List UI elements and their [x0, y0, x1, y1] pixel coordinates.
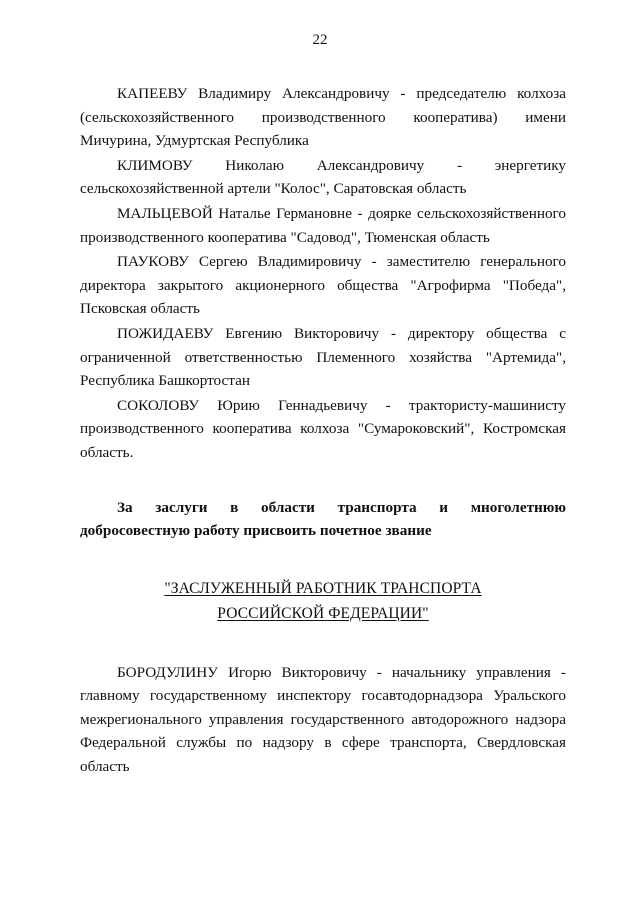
section-heading: За заслуги в области транспорта и многолетнюю добросовестную работу присвоить почетное звание: [80, 498, 566, 540]
awardee-paragraph: БОРОДУЛИНУ Игорю Викторовичу - начальнику управления - главному государственному инспектору госавтодорнадзора Уральского межрегионального управления государственного автодорожного надзора Федеральной службы по надзору в сфере транспорта, Свердловская область: [80, 663, 566, 776]
page-number: 22: [312, 32, 328, 48]
awardee-paragraph: КЛИМОВУ Николаю Александровичу - энергетику сельскохозяйственной артели "Колос", Саратовская область: [80, 156, 566, 198]
awardee-paragraph: МАЛЬЦЕВОЙ Наталье Германовне - доярке сельскохозяйственного производственного кооператива "Садовод", Тюменская область: [80, 204, 566, 246]
document-body: [80, 82, 566, 779]
awardee-paragraph: КАПЕЕВУ Владимиру Александровичу - председателю колхоза (сельскохозяйственного производственного кооператива) имени Мичурина, Удмуртская Республика: [80, 85, 566, 150]
awardee-paragraph: СОКОЛОВУ Юрию Геннадьевичу - трактористу-машинисту производственного кооператива колхоза "Сумароковский", Костромская область.: [80, 396, 566, 461]
awardee-paragraph: ПОЖИДАЕВУ Евгению Викторовичу - директору общества с ограниченной ответственностью Племенного хозяйства "Артемида", Республика Башкортостан: [80, 324, 566, 390]
honorary-title-line-1: "ЗАСЛУЖЕННЫЙ РАБОТНИК ТРАНСПОРТА: [164, 579, 482, 597]
awardee-paragraph: ПАУКОВУ Сергею Владимировичу - заместителю генерального директора закрытого акционерного общества "Агрофирма "Победа", Псковская область: [80, 253, 566, 318]
honorary-title-line-2: РОССИЙСКОЙ ФЕДЕРАЦИИ": [217, 604, 429, 622]
honorary-title: [80, 576, 566, 626]
